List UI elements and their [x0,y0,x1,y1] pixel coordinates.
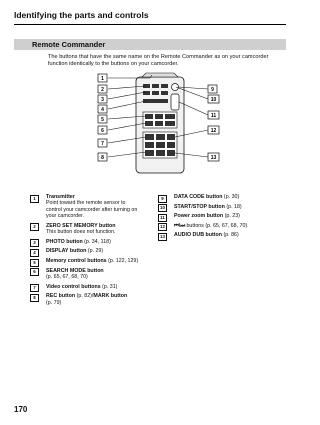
item-ref: buttons (p. 65, 67, 68, 70) [185,222,248,229]
item-desc: your camcorder. [46,213,84,220]
legend-item-6 [30,268,160,281]
item-name: Video control buttons [46,283,101,290]
section-title: Remote Commander [32,40,106,49]
item-name: DISPLAY button [46,248,87,255]
remote-commander-diagram [0,72,300,182]
item-ref: (p. 29) [86,248,104,255]
skip-icon: ⏮/⏭ [174,222,186,229]
transmitter-window [142,73,178,77]
item-number: 11 [158,214,167,222]
legend-item-10 [158,204,288,210]
item-ref: (p. 34, 118) [82,238,111,245]
display-key [152,84,159,88]
callout-6 [98,126,107,134]
item-name: Memory control buttons [46,258,107,264]
item-ref: (p. 18) [224,203,242,210]
item-name: ZERO SET MEMORY button [46,222,116,229]
item-ref: (p. 23) [223,213,240,220]
start-stop-key [172,84,179,91]
callout-1 [98,74,107,82]
item-name: AUDIO DUB button [174,232,222,239]
item-number: 4 [30,249,39,257]
legend-item-13 [158,232,288,238]
legend-item-3 [30,239,160,245]
svg-text:12: 12 [210,128,217,134]
legend-item-11 [158,213,288,219]
legend-item-9 [158,194,288,200]
callout-5 [98,115,107,123]
remote-illustration [136,73,184,173]
item-ref: (p. 31) [100,283,118,290]
callout-9 [208,85,217,93]
item-ref: (p. 122, 129) [106,258,139,264]
legend-left-column [30,194,160,309]
svg-text:6: 6 [101,128,104,134]
legend-item-7 [30,284,160,290]
callout-3 [98,95,107,103]
data-code-key [161,84,168,88]
section-banner [14,39,286,50]
item-ref: (p. 30) [222,194,240,200]
page-number: 170 [14,405,28,414]
item-number: 9 [158,195,167,203]
item-desc: This button does not function. [46,229,116,236]
item-desc: (p. 65, 67, 68, 70) [46,274,88,280]
legend-item-8 [30,293,160,306]
svg-text:1: 1 [101,76,104,82]
item-number: 12 [158,223,167,231]
title-rule [14,24,286,25]
callout-2 [98,85,107,93]
item-number: 2 [30,223,39,231]
legend-item-4 [30,248,160,254]
item-desc: (p. 79) [46,299,62,306]
svg-text:3: 3 [101,97,104,103]
svg-text:9: 9 [211,87,214,93]
item-name: SEARCH MODE button [46,267,104,274]
item-ref: (p. 86) [221,232,239,239]
memory-key-b [152,91,159,95]
item-number: 13 [158,233,167,241]
item-name: Power zoom button [174,213,224,220]
svg-text:2: 2 [101,87,104,93]
svg-text:5: 5 [101,117,104,123]
legend-right-column [158,194,288,242]
item-name: PHOTO button [46,238,83,245]
item-name: START/STOP button [174,203,225,210]
callout-4 [98,105,107,113]
memory-key-a [143,91,150,95]
item-name: REC button [46,293,76,300]
power-zoom-key [171,94,179,110]
legend-item-12 [158,223,288,229]
svg-text:11: 11 [210,113,217,119]
intro-text: The buttons that have the same name on the Remote Commander as on your camcorder function identically to the buttons on your camcorder. [48,54,269,68]
page-title: Identifying the parts and controls [14,10,149,20]
item-desc: Point toward the remote sensor to [46,200,126,207]
item-name: DATA CODE button [174,194,223,200]
callout-7 [98,139,107,147]
legend-item-1 [30,194,160,220]
item-number: 3 [30,239,39,247]
item-number: 5 [30,259,39,267]
item-number: 10 [158,204,167,212]
callout-8 [98,153,107,161]
memory-key-row [143,99,168,103]
legend-item-2 [30,223,160,236]
callout-11 [208,111,219,119]
item-name-2: MARK button [93,293,128,300]
callout-10 [208,95,219,103]
item-number: 7 [30,284,39,292]
item-number: 8 [30,294,39,302]
item-name: Transmitter [46,194,75,200]
svg-text:7: 7 [101,141,104,147]
legend-item-5 [30,258,160,264]
svg-text:10: 10 [210,97,217,103]
svg-text:8: 8 [101,155,104,161]
memory-key-c [161,91,168,95]
callout-12 [208,126,219,134]
item-number: 6 [30,268,39,276]
item-desc: control your camcorder after turning on [46,206,138,213]
svg-text:4: 4 [101,107,104,113]
item-number: 1 [30,195,39,203]
item-ref: (p. 82)/ [75,293,94,300]
callout-13 [208,153,219,161]
svg-text:13: 13 [210,155,217,161]
